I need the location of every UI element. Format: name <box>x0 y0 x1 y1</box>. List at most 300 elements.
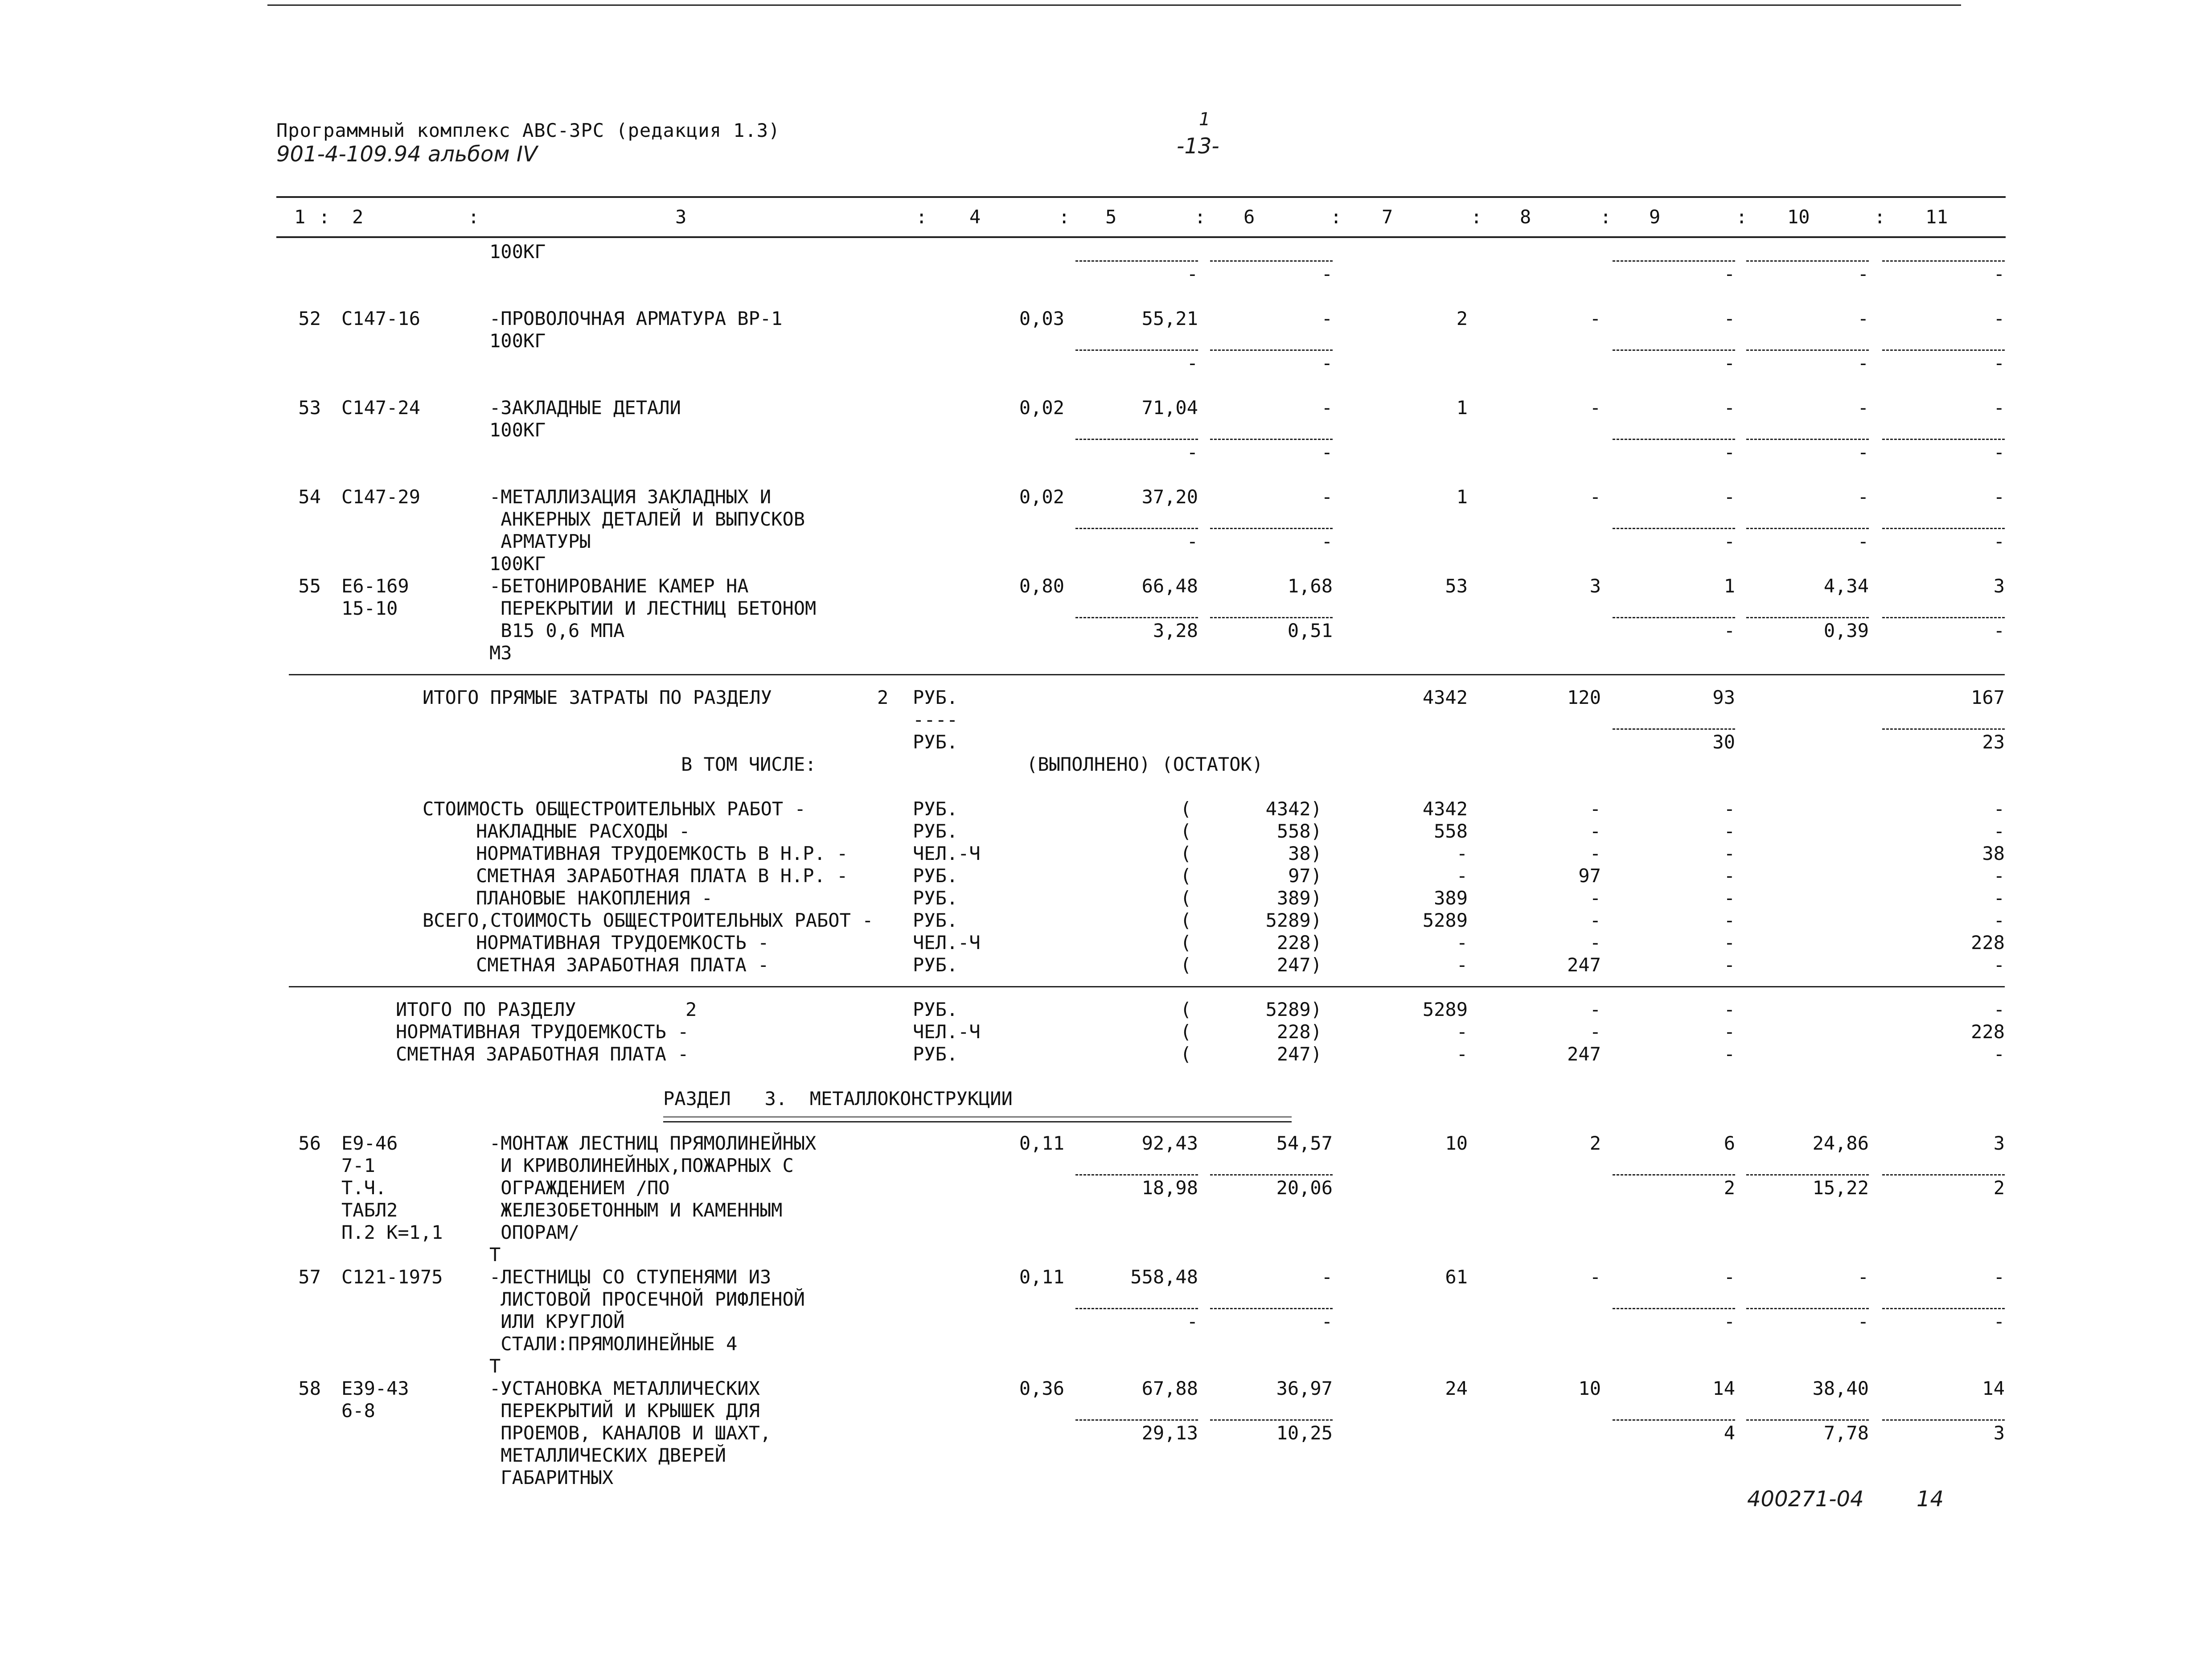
work-description: СТАЛИ:ПРЯМОЛИНЕЙНЫЕ 4 <box>489 1333 738 1355</box>
machine-wages: - <box>1724 843 1735 864</box>
machine-wages: - <box>1724 954 1735 976</box>
machine-cost: 36,97 <box>1276 1377 1333 1399</box>
quantity: 0,80 <box>1019 575 1064 597</box>
overhead: - <box>1993 954 2005 976</box>
overhead: - <box>1993 530 2005 552</box>
machine-wages: 93 <box>1712 686 1735 708</box>
page-number: -13- <box>1177 134 1219 159</box>
summary-label: СМЕТНАЯ ЗАРАБОТНАЯ ПЛАТА В Н.Р. - <box>476 865 848 887</box>
rate-code: Е39-43 <box>341 1377 409 1399</box>
unit-cost: 66,48 <box>1141 575 1198 597</box>
wages: - <box>1589 932 1601 954</box>
column-number-5: 5 <box>1105 206 1117 228</box>
total-cost: - <box>1456 1043 1468 1065</box>
summary-unit: РУБ. <box>913 820 958 842</box>
wages: - <box>1589 909 1601 931</box>
total-cost: 5289 <box>1422 999 1468 1020</box>
unit-cost: 55,21 <box>1141 308 1198 329</box>
section-number: 2 <box>685 999 697 1020</box>
unit-cost: - <box>1186 263 1198 285</box>
total-cost: - <box>1456 843 1468 864</box>
done-open-paren: ( <box>1180 1021 1192 1043</box>
wages: - <box>1589 887 1601 909</box>
value-underline <box>1075 1419 1198 1421</box>
total-cost: 10 <box>1445 1132 1468 1154</box>
summary-label: ИТОГО ПО РАЗДЕЛУ <box>396 999 576 1020</box>
total-cost: - <box>1456 932 1468 954</box>
rate-code: Е9-46 <box>341 1132 398 1154</box>
overhead: 38 <box>1982 843 2005 864</box>
machine-wages: 14 <box>1712 1377 1735 1399</box>
column-number-1: 1 <box>294 206 306 228</box>
value-underline <box>1075 349 1198 351</box>
value-underline <box>1210 260 1333 262</box>
summary-label: ПЛАНОВЫЕ НАКОПЛЕНИЯ - <box>476 887 713 909</box>
machine-cost: - <box>1321 441 1333 463</box>
value-underline <box>1882 260 2005 262</box>
value-underline <box>1210 1308 1333 1309</box>
labor: - <box>1857 530 1869 552</box>
labor: - <box>1857 1311 1869 1332</box>
machine-cost: - <box>1321 352 1333 374</box>
total-cost: 53 <box>1445 575 1468 597</box>
machine-wages: 1 <box>1724 575 1735 597</box>
work-description: ЖЕЛЕЗОБЕТОННЫМ И КАМЕННЫМ <box>489 1199 783 1221</box>
work-description: -ЛЕСТНИЦЫ СО СТУПЕНЯМИ ИЗ <box>489 1266 772 1288</box>
summary-label: ИТОГО ПРЯМЫЕ ЗАТРАТЫ ПО РАЗДЕЛУ <box>423 686 772 708</box>
row-number: 55 <box>298 575 321 597</box>
column-separator: : <box>1059 206 1070 228</box>
labor: 7,78 <box>1823 1422 1869 1444</box>
wages: - <box>1589 1266 1601 1288</box>
total-cost: 1 <box>1456 486 1468 508</box>
machine-wages: - <box>1724 999 1735 1020</box>
machine-wages: 30 <box>1712 731 1735 753</box>
labor: - <box>1857 352 1869 374</box>
work-description: АНКЕРНЫХ ДЕТАЛЕЙ И ВЫПУСКОВ <box>489 508 805 530</box>
machine-cost: - <box>1321 1266 1333 1288</box>
unit-cost: 3,28 <box>1153 620 1198 641</box>
value-underline <box>1746 349 1869 351</box>
machine-wages: - <box>1724 308 1735 329</box>
labor: 38,40 <box>1812 1377 1869 1399</box>
machine-cost: 0,51 <box>1287 620 1333 641</box>
wages: - <box>1589 798 1601 820</box>
overhead: 14 <box>1982 1377 2005 1399</box>
machine-wages: - <box>1724 1021 1735 1043</box>
value-underline <box>1746 1308 1869 1309</box>
labor: - <box>1857 486 1869 508</box>
unit-cost: 71,04 <box>1141 397 1198 419</box>
work-description: ПРОЕМОВ, КАНАЛОВ И ШАХТ, <box>489 1422 772 1444</box>
work-description: ПЕРЕКРЫТИИ И ЛЕСТНИЦ БЕТОНОМ <box>489 597 817 619</box>
overhead: - <box>1993 308 2005 329</box>
work-description: Т <box>489 1244 501 1266</box>
work-description: ОПОРАМ/ <box>489 1221 580 1243</box>
total-cost: 389 <box>1434 887 1468 909</box>
value-underline <box>1210 528 1333 529</box>
done-amount: 5289) <box>1265 909 1322 931</box>
summary-unit: РУБ. <box>913 731 958 753</box>
summary-unit: РУБ. <box>913 887 958 909</box>
summary-unit: РУБ. <box>913 865 958 887</box>
labor: 24,86 <box>1812 1132 1869 1154</box>
unit-cost: 37,20 <box>1141 486 1198 508</box>
value-underline <box>1075 260 1198 262</box>
total-cost: 24 <box>1445 1377 1468 1399</box>
overhead: 228 <box>1971 932 2005 954</box>
overhead: 23 <box>1982 731 2005 753</box>
value-underline <box>1882 349 2005 351</box>
work-description: 100КГ <box>489 419 546 441</box>
done-amount: 247) <box>1276 1043 1322 1065</box>
total-cost: 558 <box>1434 820 1468 842</box>
done-open-paren: ( <box>1180 909 1192 931</box>
value-underline <box>1613 1419 1735 1421</box>
row-number: 57 <box>298 1266 321 1288</box>
summary-label: НОРМАТИВНАЯ ТРУДОЕМКОСТЬ - <box>476 932 769 954</box>
rate-code: 7-1 <box>341 1155 375 1176</box>
quantity: 0,36 <box>1019 1377 1064 1399</box>
wages: - <box>1589 397 1601 419</box>
machine-wages: - <box>1724 1266 1735 1288</box>
row-number: 58 <box>298 1377 321 1399</box>
value-underline <box>1882 439 2005 440</box>
work-description: АРМАТУРЫ <box>489 530 591 552</box>
machine-wages: - <box>1724 798 1735 820</box>
work-description: -ПРОВОЛОЧНАЯ АРМАТУРА ВР-1 <box>489 308 783 329</box>
done-open-paren: ( <box>1180 999 1192 1020</box>
machine-cost: - <box>1321 397 1333 419</box>
column-separator: : <box>1600 206 1612 228</box>
summary-unit: РУБ. <box>913 1043 958 1065</box>
column-separator: : <box>1471 206 1482 228</box>
rate-code: 6-8 <box>341 1400 375 1422</box>
value-underline <box>1075 1308 1198 1309</box>
machine-cost: 54,57 <box>1276 1132 1333 1154</box>
summary-unit: ЧЕЛ.-Ч <box>913 932 981 954</box>
work-description: В15 0,6 МПА <box>489 620 625 641</box>
done-open-paren: ( <box>1180 932 1192 954</box>
column-number-7: 7 <box>1382 206 1393 228</box>
section-title: РАЗДЕЛ 3. МЕТАЛЛОКОНСТРУКЦИИ <box>663 1088 1013 1110</box>
value-underline <box>1613 617 1735 618</box>
rate-code: Е6-169 <box>341 575 409 597</box>
sheet-number-handwritten: 14 <box>1917 1487 1944 1512</box>
machine-wages: - <box>1724 820 1735 842</box>
value-underline <box>1210 617 1333 618</box>
unit-cost: - <box>1186 530 1198 552</box>
done-amount: 228) <box>1276 932 1322 954</box>
overhead: - <box>1993 798 2005 820</box>
column-number-2: 2 <box>352 206 364 228</box>
total-cost: 2 <box>1456 308 1468 329</box>
done-open-paren: ( <box>1180 887 1192 909</box>
overhead: - <box>1993 263 2005 285</box>
summary-label: ВСЕГО,СТОИМОСТЬ ОБЩЕСТРОИТЕЛЬНЫХ РАБОТ - <box>423 909 874 931</box>
software-title: Программный комплекс АВС-3РС (редакция 1.3) <box>276 119 780 141</box>
wages: - <box>1589 308 1601 329</box>
header-rule-bottom <box>276 236 2006 238</box>
overhead: - <box>1993 1043 2005 1065</box>
labor: - <box>1857 397 1869 419</box>
machine-wages: - <box>1724 486 1735 508</box>
value-underline <box>1613 1174 1735 1176</box>
work-description: -МЕТАЛЛИЗАЦИЯ ЗАКЛАДНЫХ И <box>489 486 772 508</box>
machine-wages: 2 <box>1724 1177 1735 1199</box>
value-underline <box>1613 439 1735 440</box>
column-number-11: 11 <box>1925 206 1948 228</box>
machine-cost: 1,68 <box>1287 575 1333 597</box>
summary-unit: РУБ. <box>913 686 958 708</box>
value-underline <box>1210 349 1333 351</box>
work-description: 100КГ <box>489 241 546 263</box>
overhead: 3 <box>1993 1132 2005 1154</box>
machine-cost: - <box>1321 486 1333 508</box>
wages: 120 <box>1567 686 1601 708</box>
overhead: - <box>1993 909 2005 931</box>
work-description: 100КГ <box>489 553 546 575</box>
value-underline <box>1210 1174 1333 1176</box>
unit-cost: - <box>1186 1311 1198 1332</box>
value-underline <box>1882 728 2005 730</box>
done-open-paren: ( <box>1180 820 1192 842</box>
value-underline <box>1613 1308 1735 1309</box>
unit-cost: 92,43 <box>1141 1132 1198 1154</box>
column-separator: : <box>468 206 480 228</box>
labor: - <box>1857 263 1869 285</box>
value-underline <box>1882 1174 2005 1176</box>
overhead: - <box>1993 397 2005 419</box>
labor: 4,34 <box>1823 575 1869 597</box>
done-amount: 4342) <box>1265 798 1322 820</box>
overhead: - <box>1993 620 2005 641</box>
wages: 3 <box>1589 575 1601 597</box>
summary-unit: РУБ. <box>913 954 958 976</box>
work-description: Т <box>489 1355 501 1377</box>
column-number-10: 10 <box>1787 206 1810 228</box>
work-description: -БЕТОНИРОВАНИЕ КАМЕР НА <box>489 575 749 597</box>
total-cost: 61 <box>1445 1266 1468 1288</box>
work-description: М3 <box>489 642 512 664</box>
total-cost: 5289 <box>1422 909 1468 931</box>
machine-wages: - <box>1724 909 1735 931</box>
value-underline <box>1075 1174 1198 1176</box>
wages: - <box>1589 820 1601 842</box>
work-description: ПЕРЕКРЫТИЙ И КРЫШЕК ДЛЯ <box>489 1400 760 1422</box>
rate-code: ТАБЛ2 <box>341 1199 398 1221</box>
work-description: МЕТАЛЛИЧЕСКИХ ДВЕРЕЙ <box>489 1444 726 1466</box>
done-remainder-header: (ВЫПОЛНЕНО) (ОСТАТОК) <box>1026 753 1264 775</box>
value-underline <box>1746 260 1869 262</box>
summary-unit: ЧЕЛ.-Ч <box>913 843 981 864</box>
unit-cost: 558,48 <box>1130 1266 1198 1288</box>
overhead: 3 <box>1993 1422 2005 1444</box>
machine-wages: - <box>1724 352 1735 374</box>
value-underline <box>1075 528 1198 529</box>
done-amount: 558) <box>1276 820 1322 842</box>
row-number: 54 <box>298 486 321 508</box>
labor: - <box>1857 308 1869 329</box>
page-fraction-top: 1 <box>1199 109 1211 130</box>
machine-wages: - <box>1724 887 1735 909</box>
machine-wages: - <box>1724 1311 1735 1332</box>
quantity: 0,02 <box>1019 486 1064 508</box>
overhead: - <box>1993 1311 2005 1332</box>
value-underline <box>1746 439 1869 440</box>
column-number-3: 3 <box>675 206 687 228</box>
rate-code: 15-10 <box>341 597 398 619</box>
quantity: 0,02 <box>1019 397 1064 419</box>
column-separator: : <box>1736 206 1748 228</box>
header-rule-top <box>276 196 2006 198</box>
rate-code: С147-16 <box>341 308 421 329</box>
column-number-8: 8 <box>1520 206 1531 228</box>
quantity: 0,03 <box>1019 308 1064 329</box>
value-underline <box>1613 728 1735 730</box>
summary-unit: ЧЕЛ.-Ч <box>913 1021 981 1043</box>
value-underline <box>1613 349 1735 351</box>
unit-cost: - <box>1186 352 1198 374</box>
wages: 97 <box>1578 865 1601 887</box>
overhead: - <box>1993 441 2005 463</box>
done-amount: 247) <box>1276 954 1322 976</box>
machine-wages: 6 <box>1724 1132 1735 1154</box>
overhead: - <box>1993 352 2005 374</box>
wages: - <box>1589 999 1601 1020</box>
overhead: - <box>1993 887 2005 909</box>
overhead: - <box>1993 820 2005 842</box>
value-underline <box>1882 617 2005 618</box>
column-number-6: 6 <box>1243 206 1255 228</box>
column-separator: : <box>916 206 927 228</box>
value-underline <box>1613 260 1735 262</box>
done-open-paren: ( <box>1180 865 1192 887</box>
work-description: -УСТАНОВКА МЕТАЛЛИЧЕСКИХ <box>489 1377 760 1399</box>
unit-underline-dash: ---- <box>913 709 958 731</box>
total-cost: - <box>1456 865 1468 887</box>
work-description: -ЗАКЛАДНЫЕ ДЕТАЛИ <box>489 397 681 419</box>
overhead: - <box>1993 865 2005 887</box>
column-number-4: 4 <box>969 206 981 228</box>
machine-wages: - <box>1724 932 1735 954</box>
total-cost: 1 <box>1456 397 1468 419</box>
machine-wages: - <box>1724 620 1735 641</box>
row-number: 56 <box>298 1132 321 1154</box>
machine-wages: - <box>1724 397 1735 419</box>
wages: - <box>1589 843 1601 864</box>
value-underline <box>1882 1419 2005 1421</box>
overhead: - <box>1993 486 2005 508</box>
overhead: - <box>1993 1266 2005 1288</box>
overhead: 2 <box>1993 1177 2005 1199</box>
section-title-double-underline <box>663 1116 1292 1122</box>
wages: 247 <box>1567 954 1601 976</box>
wages: - <box>1589 1021 1601 1043</box>
done-amount: 5289) <box>1265 999 1322 1020</box>
done-open-paren: ( <box>1180 843 1192 864</box>
value-underline <box>1210 1419 1333 1421</box>
summary-unit: РУБ. <box>913 798 958 820</box>
summary-label: СМЕТНАЯ ЗАРАБОТНАЯ ПЛАТА - <box>476 954 769 976</box>
wages: - <box>1589 486 1601 508</box>
row-number: 52 <box>298 308 321 329</box>
value-underline <box>1746 1419 1869 1421</box>
machine-cost: - <box>1321 530 1333 552</box>
column-separator: : <box>319 206 330 228</box>
work-description: ЛИСТОВОЙ ПРОСЕЧНОЙ РИФЛЕНОЙ <box>489 1288 805 1310</box>
column-separator: : <box>1874 206 1886 228</box>
machine-cost: - <box>1321 1311 1333 1332</box>
section-rule <box>289 986 2005 987</box>
machine-cost: 10,25 <box>1276 1422 1333 1444</box>
labor: 15,22 <box>1812 1177 1869 1199</box>
top-edge-line <box>267 4 1961 6</box>
value-underline <box>1746 617 1869 618</box>
done-open-paren: ( <box>1180 954 1192 976</box>
labor: 0,39 <box>1823 620 1869 641</box>
value-underline <box>1075 617 1198 618</box>
machine-wages: - <box>1724 530 1735 552</box>
document-code-handwritten: 901-4-109.94 альбом IV <box>276 142 538 167</box>
done-amount: 389) <box>1276 887 1322 909</box>
including-label: В ТОМ ЧИСЛЕ: <box>681 753 817 775</box>
section-number: 2 <box>877 686 889 708</box>
overhead: - <box>1993 999 2005 1020</box>
rate-code: С147-24 <box>341 397 421 419</box>
labor: - <box>1857 441 1869 463</box>
rate-code: С121-1975 <box>341 1266 443 1288</box>
section-rule <box>289 674 2005 675</box>
unit-cost: - <box>1186 441 1198 463</box>
overhead: 167 <box>1971 686 2005 708</box>
summary-unit: РУБ. <box>913 909 958 931</box>
column-number-9: 9 <box>1649 206 1661 228</box>
work-description: ИЛИ КРУГЛОЙ <box>489 1311 625 1332</box>
done-open-paren: ( <box>1180 1043 1192 1065</box>
inventory-number-handwritten: 400271-04 <box>1747 1487 1864 1512</box>
wages: 247 <box>1567 1043 1601 1065</box>
work-description: И КРИВОЛИНЕЙНЫХ,ПОЖАРНЫХ С <box>489 1155 794 1176</box>
done-amount: 97) <box>1288 865 1322 887</box>
done-open-paren: ( <box>1180 798 1192 820</box>
wages: 2 <box>1589 1132 1601 1154</box>
summary-unit: РУБ. <box>913 999 958 1020</box>
total-cost: - <box>1456 1021 1468 1043</box>
total-cost: - <box>1456 954 1468 976</box>
overhead: 3 <box>1993 575 2005 597</box>
total-cost: 4342 <box>1422 686 1468 708</box>
machine-wages: - <box>1724 441 1735 463</box>
value-underline <box>1882 528 2005 529</box>
summary-label: СМЕТНАЯ ЗАРАБОТНАЯ ПЛАТА - <box>396 1043 689 1065</box>
summary-label: СТОИМОСТЬ ОБЩЕСТРОИТЕЛЬНЫХ РАБОТ - <box>423 798 806 820</box>
work-description: ГАБАРИТНЫХ <box>489 1467 614 1488</box>
wages: 10 <box>1578 1377 1601 1399</box>
work-description: -МОНТАЖ ЛЕСТНИЦ ПРЯМОЛИНЕЙНЫХ <box>489 1132 817 1154</box>
value-underline <box>1075 439 1198 440</box>
work-description: 100КГ <box>489 330 546 352</box>
machine-wages: 4 <box>1724 1422 1735 1444</box>
machine-wages: - <box>1724 263 1735 285</box>
summary-label: НАКЛАДНЫЕ РАСХОДЫ - <box>476 820 690 842</box>
unit-cost: 18,98 <box>1141 1177 1198 1199</box>
work-description: ОГРАЖДЕНИЕМ /ПО <box>489 1177 670 1199</box>
rate-code: С147-29 <box>341 486 421 508</box>
value-underline <box>1746 528 1869 529</box>
done-amount: 228) <box>1276 1021 1322 1043</box>
total-cost: 4342 <box>1422 798 1468 820</box>
